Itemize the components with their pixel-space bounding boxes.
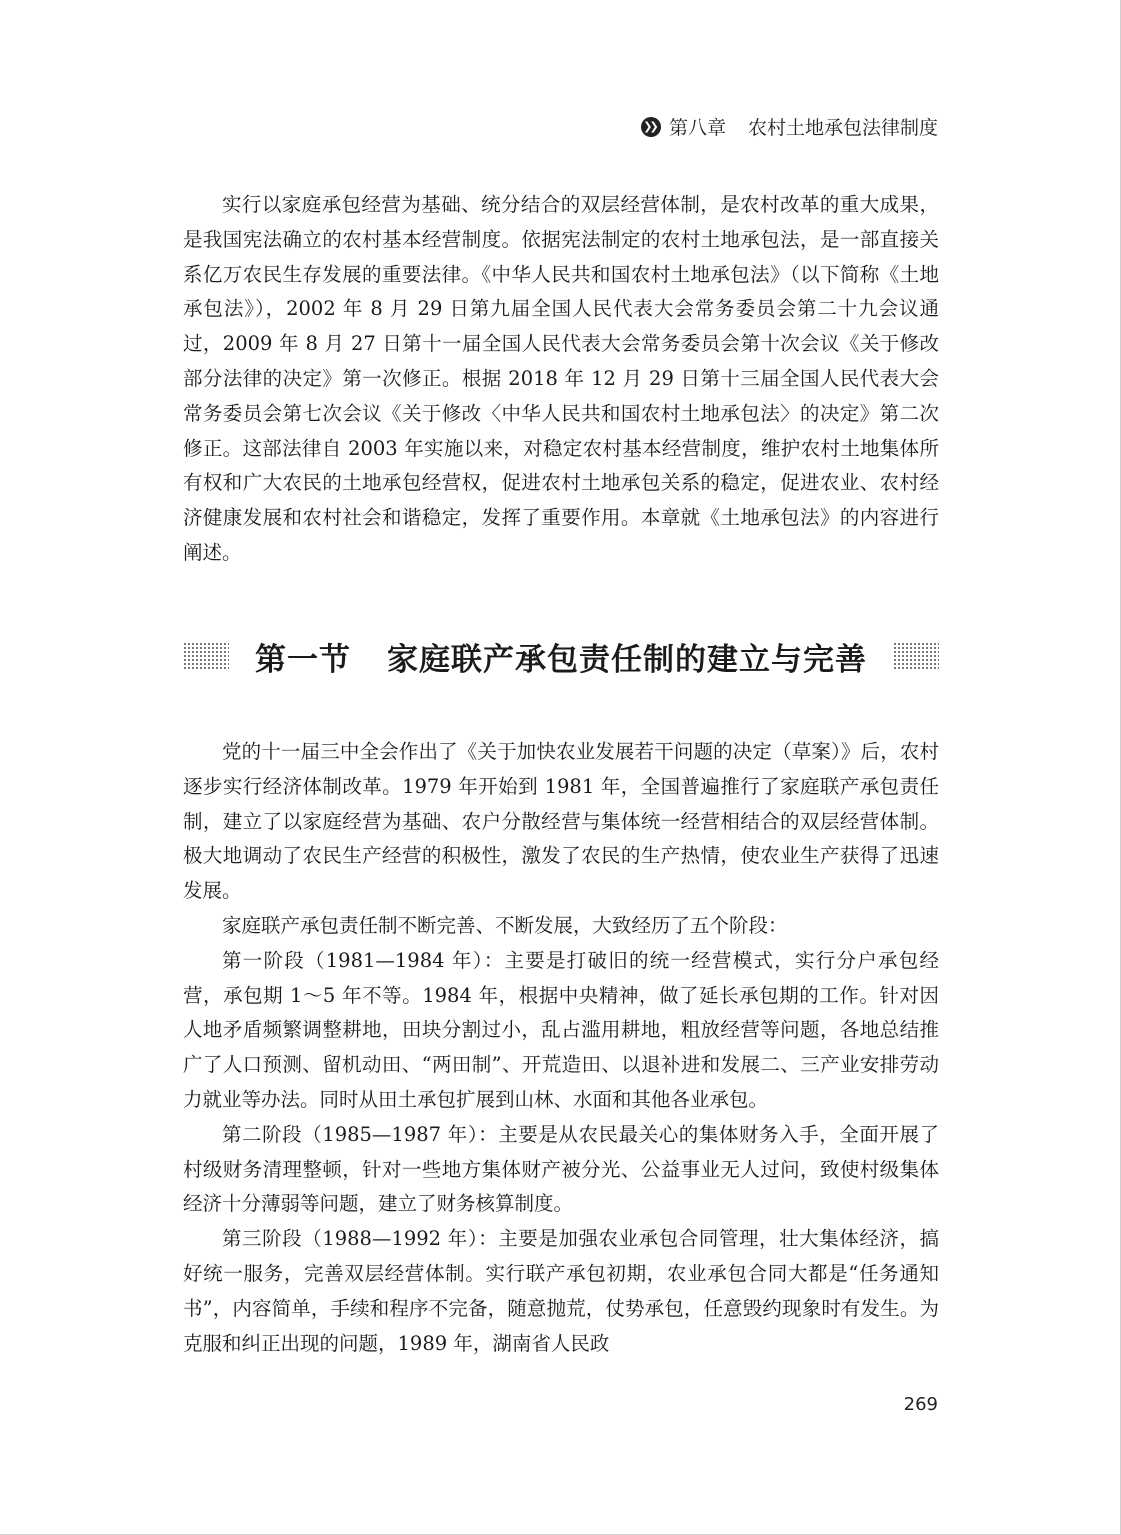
dotted-ornament-left — [183, 642, 229, 670]
section-title-text: 家庭联产承包责任制的建立与完善 — [387, 641, 867, 678]
intro-text — [183, 188, 939, 571]
paragraph: 第三阶段（1988—1992 年）：主要是加强农业承包合同管理，壮大集体经济，搞好统一服务，完善双层经营体制。实行联产承包初期，农业承包合同大都是“任务通知书”，内容简单，手续和程序不完备，随意抛荒，仗势承包，任意毁约现象时有发生。为克服和纠正出现的问题，1989 年，湖南省人民政 — [183, 1227, 939, 1355]
running-header — [641, 113, 938, 140]
section-title — [255, 634, 867, 679]
paragraph: 家庭联产承包责任制不断完善、不断发展，大致经历了五个阶段： — [222, 913, 788, 937]
paragraph: 党的十一届三中全会作出了《关于加快农业发展若干问题的决定（草案）》后，农村逐步实行经济体制改革。1979 年开始到 1981 年，全国普遍推行了家庭联产承包责任制，建立了以家庭经营为基础、农户分散经营与集体统一经营相结合的双层经营体制。极大地调动了农民生产经营的积极性，激发了农民的生产热情，使农业生产获得了迅速发展。 — [183, 740, 939, 903]
dotted-ornament-right — [893, 642, 939, 670]
double-chevron-icon: ❯❯ — [641, 117, 661, 137]
section-text — [183, 735, 939, 1361]
section-number: 第一节 — [255, 641, 351, 678]
section-heading — [183, 632, 939, 680]
header-title: 农村土地承包法律制度 — [747, 117, 938, 139]
paragraph: 第一阶段（1981—1984 年）：主要是打破旧的统一经营模式，实行分户承包经营，承包期 1～5 年不等。1984 年，根据中央精神，做了延长承包期的工作。针对因人地矛盾频繁调整耕地，田块分割过小，乱占滥用耕地，粗放经营等问题，各地总结推广了人口预测、留机动田、“两田制”、开荒造田、以退补进和发展二、三产业安排劳动力就业等办法。同时从田土承包扩展到山林、水面和其他各业承包。 — [183, 948, 939, 1111]
page-number: 269 — [903, 1394, 938, 1415]
header-chapter: 第八章 — [668, 117, 726, 139]
paragraph: 第二阶段（1985—1987 年）：主要是从农民最关心的集体财务入手，全面开展了村级财务清理整顿，针对一些地方集体财产被分光、公益事业无人过问，致使村级集体经济十分薄弱等问题，建立了财务核算制度。 — [183, 1122, 939, 1216]
paragraph: 实行以家庭承包经营为基础、统分结合的双层经营体制，是农村改革的重大成果，是我国宪法确立的农村基本经营制度。依据宪法制定的农村土地承包法，是一部直接关系亿万农民生存发展的重要法律。《中华人民共和国农村土地承包法》（以下简称《土地承包法》），2002 年 8 月 29 日第九届全国人民代表大会常务委员会第二十九会议通过，2009 年 8 月 27 日第十一届全国人民代表大会常务委员会第十次会议《关于修改部分法律的决定》第一次修正。根据 2018 年 12 月 29 日第十三届全国人民代表大会常务委员会第七次会议《关于修改〈中华人民共和国农村土地承包法〉的决定》第二次修正。这部法律自 2003 年实施以来，对稳定农村基本经营制度，维护农村土地集体所有权和广大农民的土地承包经营权，促进农村土地承包关系的稳定，促进农业、农村经济健康发展和农村社会和谐稳定，发挥了重要作用。本章就《土地承包法》的内容进行阐述。 — [183, 193, 939, 564]
